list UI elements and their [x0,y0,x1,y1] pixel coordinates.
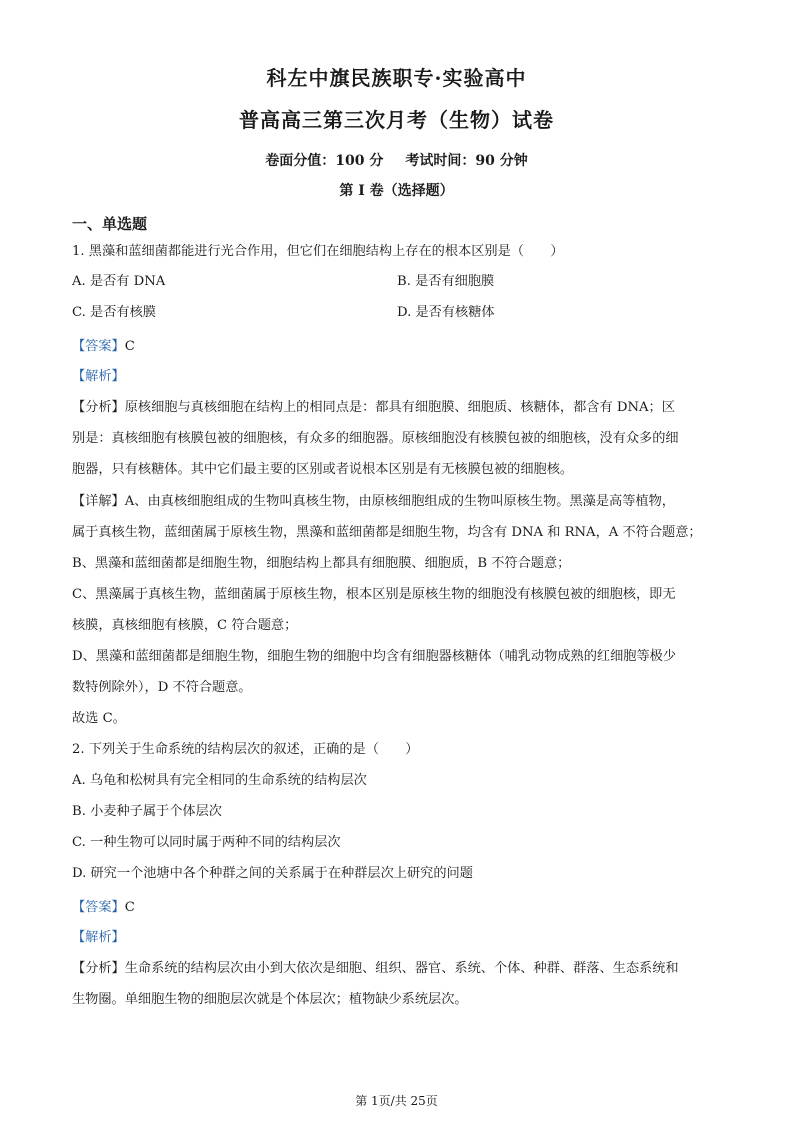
q1-answer [72,338,135,356]
detail-text: A、由真核细胞组成的生物叫真核生物，由原核细胞组成的生物叫原核生物。黑藻是高等植物， [124,494,675,509]
volume-title: 第 I 卷（选择题） [339,183,454,199]
q1-analysis-tag: 【解析】 [72,369,125,384]
q1-detail-line-6: D、黑藻和蓝细菌都是细胞生物，细胞生物的细胞中均含有细胞器核糖体（哺乳动物成熟的红细胞等极少 [72,649,677,664]
q1-option-a: A. 是否有 DNA [72,274,166,289]
q1-fenxi-line-2: 别是：真核细胞有核膜包被的细胞核，有众多的细胞器。原核细胞没有核膜包被的细胞核，没有众多的细 [72,431,679,446]
q1-detail-line-4: C、黑藻属于真核生物，蓝细菌属于原核生物，根本区别是原核生物的细胞没有核膜包被的细胞核，即无 [72,587,676,602]
q1-option-d: D. 是否有核糖体 [397,305,495,320]
q2-option-d: D. 研究一个池塘中各个种群之间的关系属于在种群层次上研究的问题 [72,866,473,881]
fenxi-text: 原核细胞与真核细胞在结构上的相同点是：都具有细胞膜、细胞质、核糖体，都含有 DNA；区 [124,400,675,415]
score-info: 卷面分值：100 分 [265,153,384,169]
exam-title: 普高高三第三次月考（生物）试卷 [239,108,554,132]
answer-tag: 【答案】 [72,900,125,915]
q2-fenxi-line-2: 生物圈。单细胞生物的细胞层次就是个体层次；植物缺少系统层次。 [72,992,468,1007]
q1-fenxi-line-1 [72,399,675,417]
fenxi-tag: 【分析】 [72,400,125,415]
school-title: 科左中旗民族职专·实验高中 [266,66,527,90]
exam-meta [0,150,793,170]
q1-detail-line-7: 数特例除外），D 不符合题意。 [72,680,252,695]
detail-tag: 【详解】 [72,494,125,509]
answer-value: C [124,339,135,354]
fenxi-text: 生命系统的结构层次由小到大依次是细胞、组织、器官、系统、个体、种群、群落、生态系统和 [124,961,679,976]
q1-fenxi-line-3: 胞器，只有核糖体。其中它们最主要的区别或者说根本区别是有无核膜包被的细胞核。 [72,462,574,477]
q1-option-c: C. 是否有核膜 [72,305,156,320]
q2-answer [72,899,135,917]
page-number: 第 1页/共 25页 [355,1094,438,1108]
q2-stem: 2. 下列关于生命系统的结构层次的叙述，正确的是（ ） [72,742,419,757]
answer-value: C [124,900,135,915]
q2-analysis-tag: 【解析】 [72,930,125,945]
q2-option-b: B. 小麦种子属于个体层次 [72,804,222,819]
q1-option-b: B. 是否有细胞膜 [397,274,495,289]
section-title: 一、单选题 [72,215,148,233]
time-info: 考试时间：90 分钟 [405,153,528,169]
q1-detail-line-5: 核膜，真核细胞有核膜，C 符合题意； [72,618,298,633]
q1-detail-line-2: 属于真核生物，蓝细菌属于原核生物，黑藻和蓝细菌都是细胞生物，均含有 DNA 和 RNA，A 不符合题意； [72,525,702,540]
q1-stem: 1. 黑藻和蓝细菌都能进行光合作用，但它们在细胞结构上存在的根本区别是（ ） [72,244,564,259]
answer-tag: 【答案】 [72,339,125,354]
fenxi-tag: 【分析】 [72,961,125,976]
q2-fenxi-line-1 [72,960,679,978]
q2-option-c: C. 一种生物可以同时属于两种不同的结构层次 [72,835,341,850]
q1-detail-line-3: B、黑藻和蓝细菌都是细胞生物，细胞结构上都具有细胞膜、细胞质，B 不符合题意； [72,556,571,571]
q1-detail-line-1 [72,493,675,511]
q1-conclusion: 故选 C。 [72,711,126,726]
q2-option-a: A. 乌龟和松树具有完全相同的生命系统的结构层次 [72,773,367,788]
